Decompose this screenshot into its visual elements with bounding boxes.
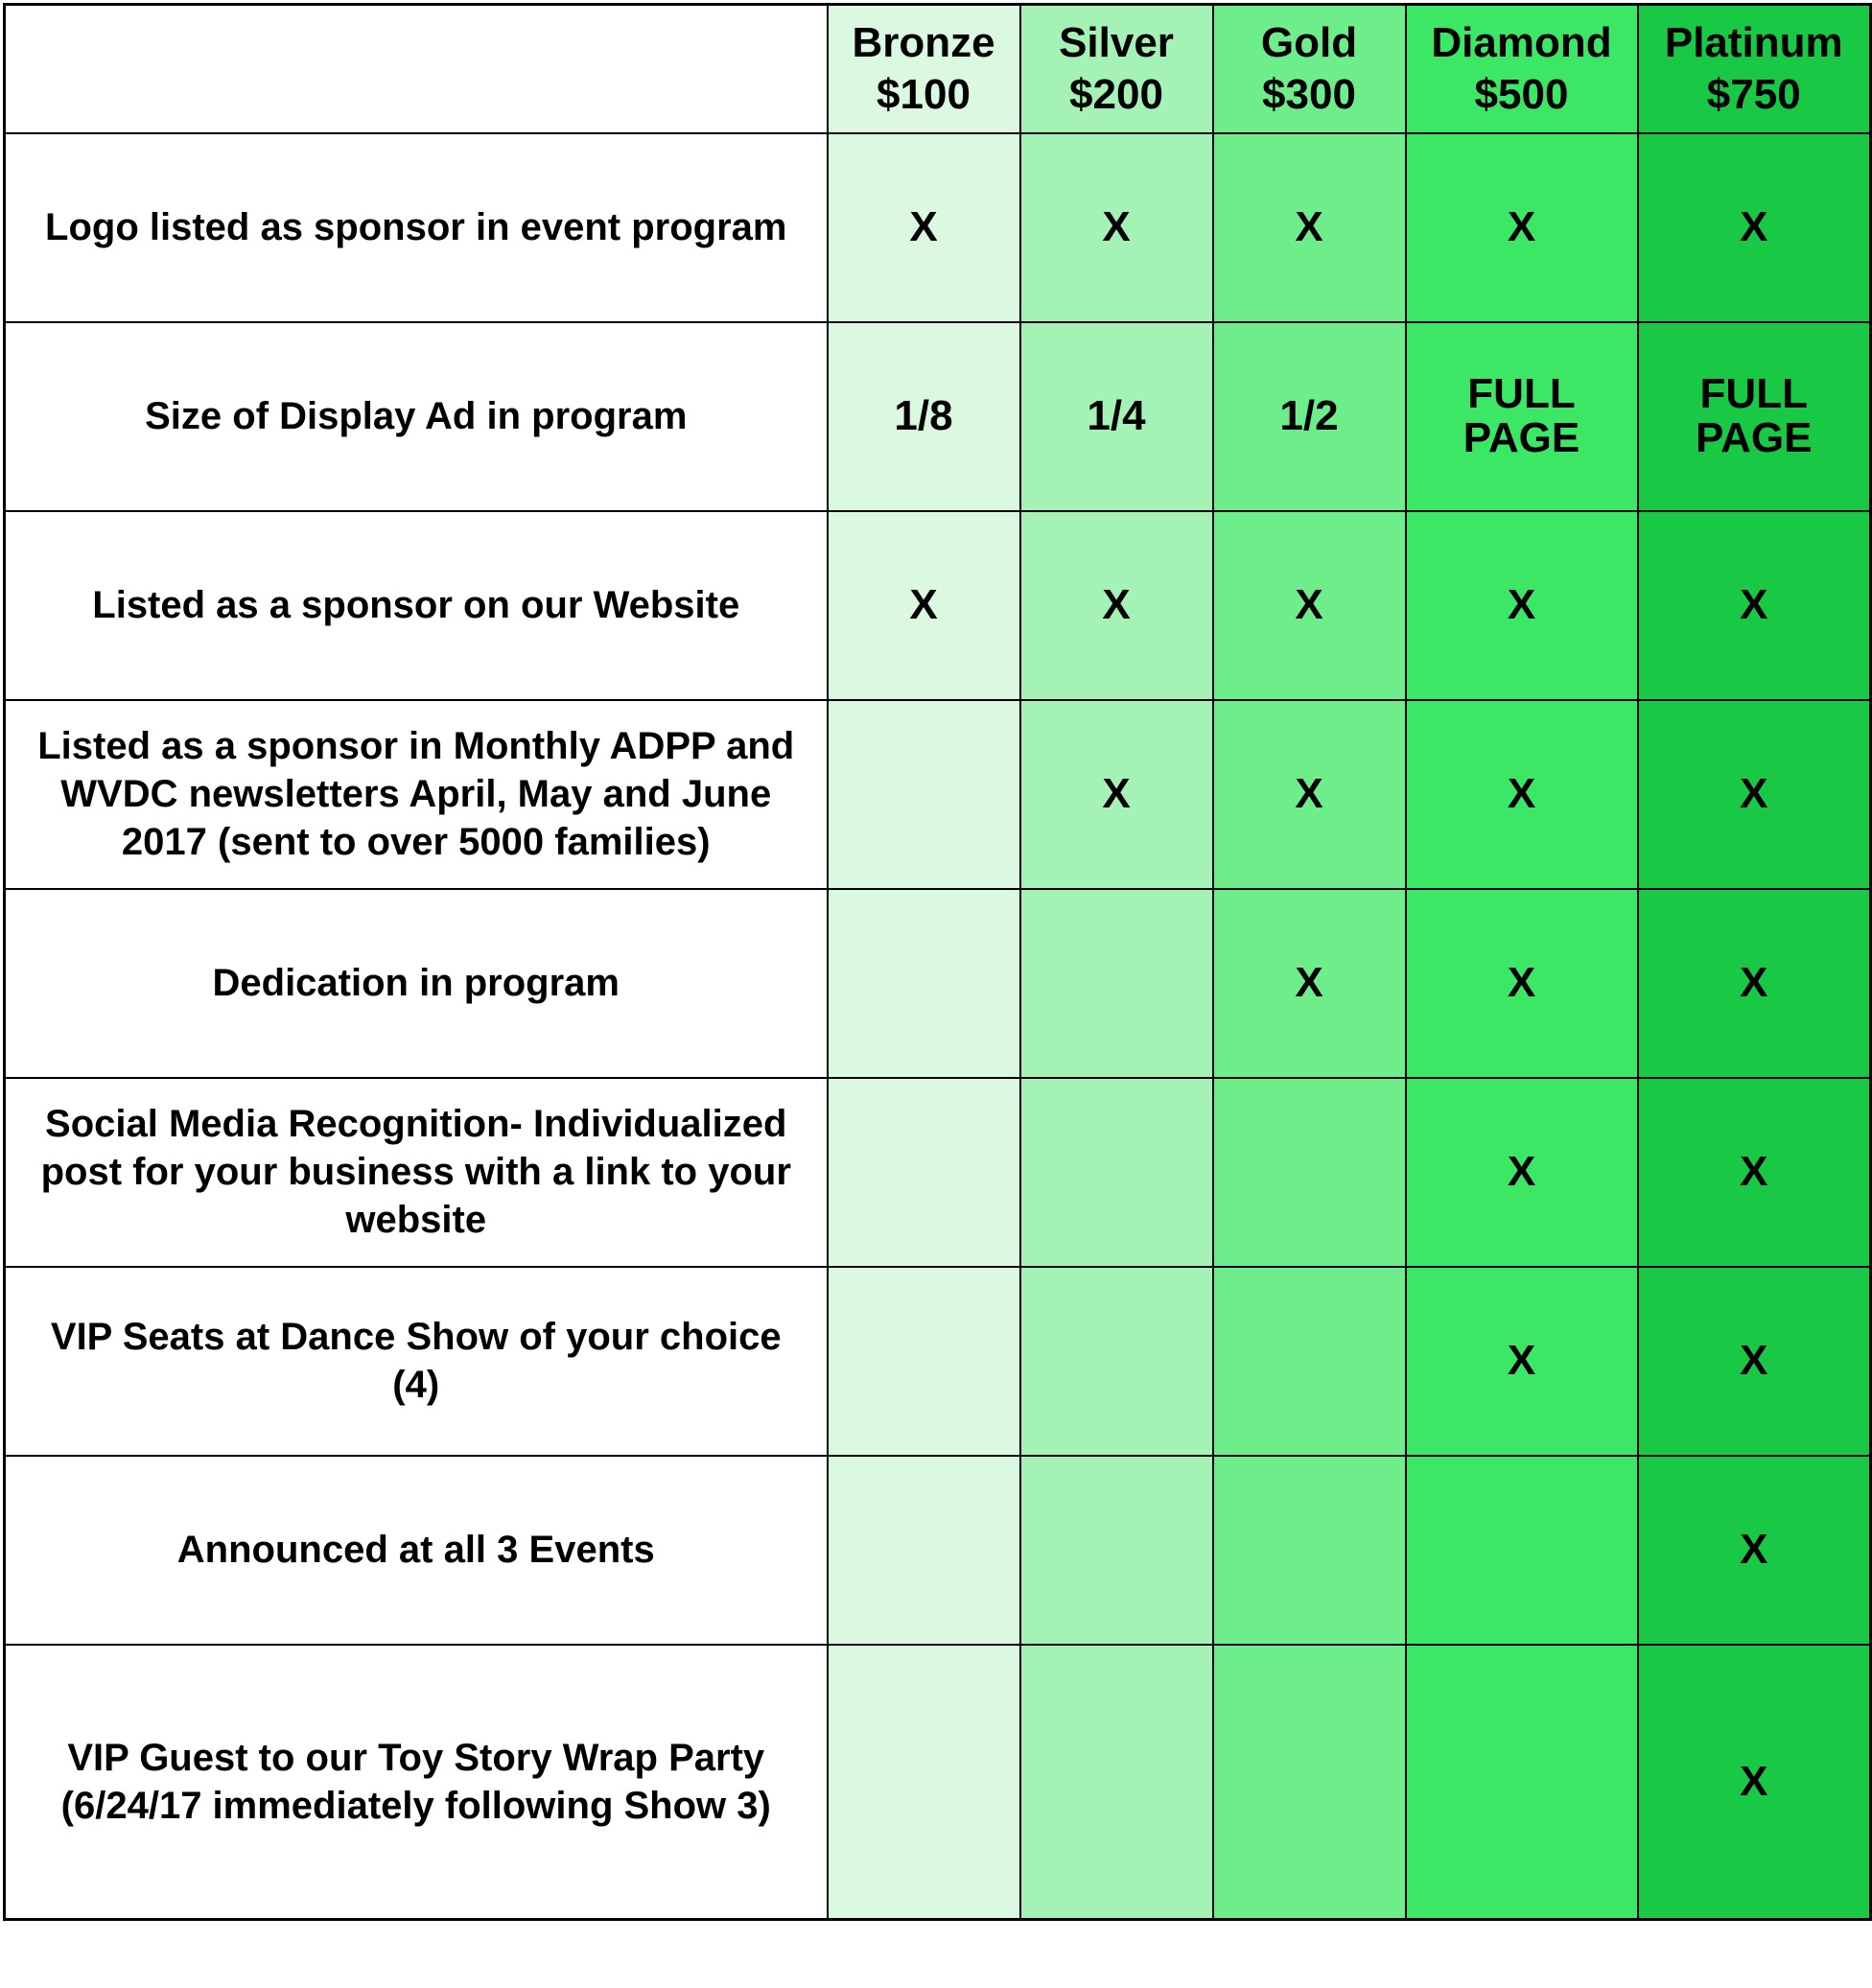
benefit-cell: X [1213,133,1406,322]
benefit-cell: 1/4 [1020,322,1213,511]
feature-label: VIP Seats at Dance Show of your choice (4) [5,1267,828,1456]
tier-price: $500 [1474,70,1569,118]
tier-header-diamond [1406,5,1638,133]
benefit-cell: X [1213,889,1406,1078]
table-row [5,1645,1871,1920]
sponsorship-table [3,3,1872,1921]
feature-label: VIP Guest to our Toy Story Wrap Party (6/24/17 immediately following Show 3) [5,1645,828,1920]
tier-price: $200 [1069,70,1163,118]
table-row [5,322,1871,511]
benefit-cell: X [1020,133,1213,322]
table-row [5,1267,1871,1456]
benefit-cell: X [1638,1267,1871,1456]
tier-header-gold [1213,5,1406,133]
benefit-cell: X [1213,700,1406,889]
benefit-cell: X [1406,700,1638,889]
benefit-cell: X [1406,511,1638,700]
table-row [5,1078,1871,1267]
table-row [5,700,1871,889]
benefit-cell [1020,1645,1213,1920]
benefit-cell: 1/2 [1213,322,1406,511]
benefit-cell: X [1406,1078,1638,1267]
tier-name: Gold [1260,18,1358,66]
tier-price: $100 [877,70,971,118]
benefit-cell [828,700,1020,889]
benefit-cell [1213,1456,1406,1645]
benefit-cell [828,1645,1020,1920]
benefit-cell [1020,889,1213,1078]
benefit-cell: X [1638,1645,1871,1920]
benefit-cell [1213,1078,1406,1267]
benefit-cell [1020,1456,1213,1645]
table-row [5,511,1871,700]
feature-label: Announced at all 3 Events [5,1456,828,1645]
table-row [5,889,1871,1078]
benefit-cell: X [1638,133,1871,322]
tier-name: Platinum [1664,18,1843,66]
benefit-cell: X [1406,1267,1638,1456]
tier-header-bronze [828,5,1020,133]
benefit-cell: X [1020,700,1213,889]
feature-label: Logo listed as sponsor in event program [5,133,828,322]
benefit-cell [1020,1267,1213,1456]
tier-name: Silver [1059,18,1174,66]
benefit-cell: X [1638,700,1871,889]
benefit-cell [828,1078,1020,1267]
benefit-cell [1406,1456,1638,1645]
feature-label: Listed as a sponsor on our Website [5,511,828,700]
benefit-cell: X [1406,133,1638,322]
benefit-cell: X [1213,511,1406,700]
tier-header-silver [1020,5,1213,133]
table-row [5,1456,1871,1645]
tier-header-platinum [1638,5,1871,133]
feature-label: Dedication in program [5,889,828,1078]
tier-name: Bronze [852,18,995,66]
header-row [5,5,1871,133]
benefit-cell [828,1267,1020,1456]
benefit-cell: FULL PAGE [1406,322,1638,511]
table-row [5,133,1871,322]
benefit-cell: FULL PAGE [1638,322,1871,511]
benefit-cell [828,889,1020,1078]
tier-price: $300 [1262,70,1356,118]
benefit-cell [1406,1645,1638,1920]
benefit-cell [1213,1645,1406,1920]
benefit-cell: X [1638,1078,1871,1267]
benefit-cell [1213,1267,1406,1456]
benefit-cell: X [1020,511,1213,700]
benefit-cell [828,1456,1020,1645]
tier-price: $750 [1706,70,1801,118]
feature-label: Social Media Recognition- Individualized post for your business with a link to your website [5,1078,828,1267]
feature-label: Listed as a sponsor in Monthly ADPP and WVDC newsletters April, May and June 2017 (sent to over 5000 families) [5,700,828,889]
benefit-cell: X [1638,889,1871,1078]
benefit-cell [1020,1078,1213,1267]
benefit-cell: X [1638,511,1871,700]
benefit-cell: X [1638,1456,1871,1645]
benefit-cell: X [828,511,1020,700]
benefit-cell: X [828,133,1020,322]
benefit-cell: X [1406,889,1638,1078]
benefit-cell: 1/8 [828,322,1020,511]
feature-label: Size of Display Ad in program [5,322,828,511]
header-blank-cell [5,5,828,133]
tier-name: Diamond [1431,18,1612,66]
